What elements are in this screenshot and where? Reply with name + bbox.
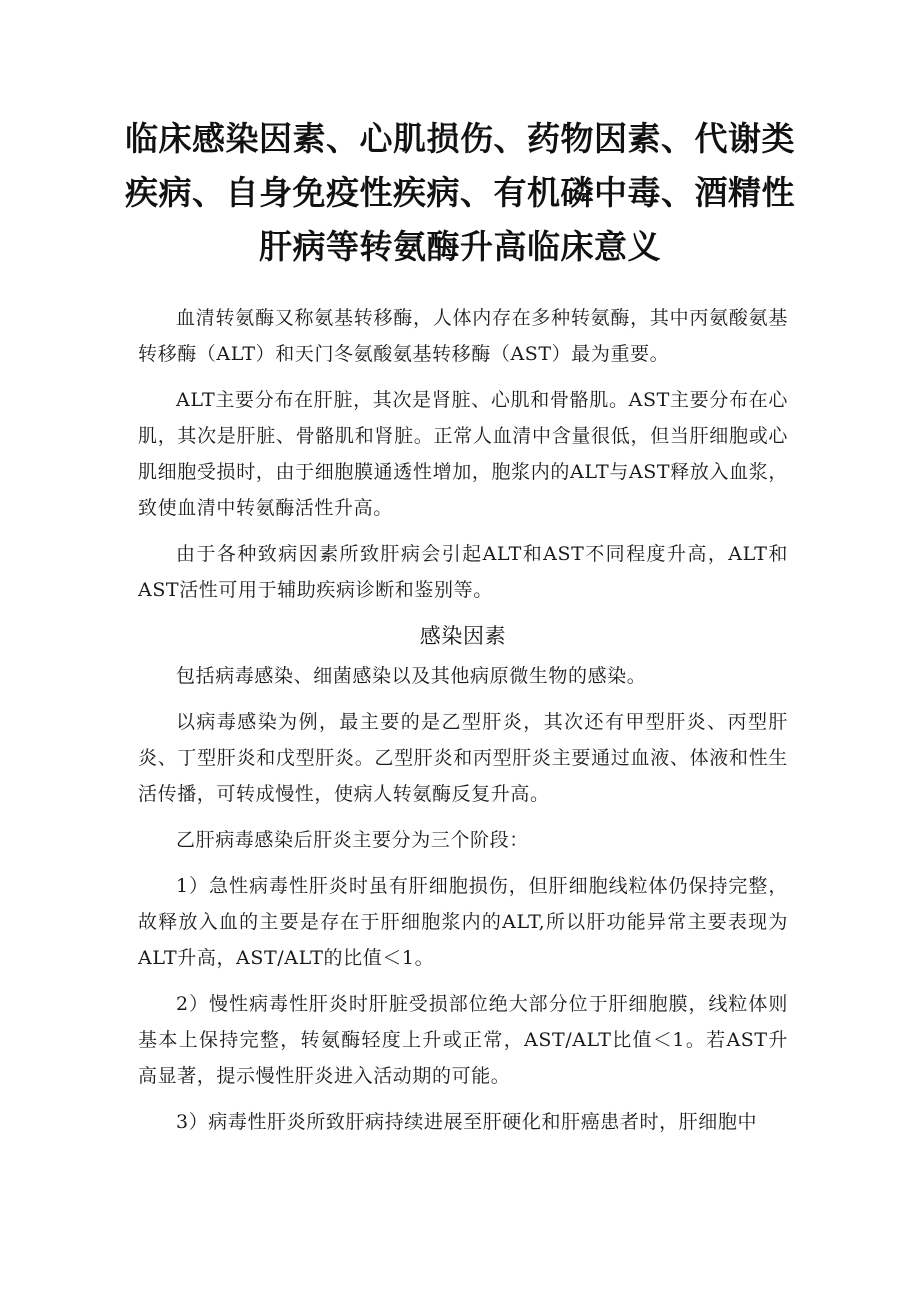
document-body [138,300,788,1150]
infection-stage-2: 2）慢性病毒性肝炎时肝脏受损部位绝大部分位于肝细胞膜，线粒体则基本上保持完整，转氨酶轻度上升或正常，AST/ALT比值＜1。若AST升高显著，提示慢性肝炎进入活动期的可能。 [138,993,788,1087]
document-title: 临床感染因素、心肌损伤、药物因素、代谢类疾病、自身免疫性疾病、有机磷中毒、酒精性肝病等转氨酶升高临床意义 [125,119,795,266]
infection-stage-1: 1）急性病毒性肝炎时虽有肝细胞损伤，但肝细胞线粒体仍保持完整，故释放入血的主要是存在于肝细胞浆内的ALT,所以肝功能异常主要表现为ALT升高，AST/ALT的比值＜1。 [138,875,788,969]
section-heading-infection: 感染因素 [419,624,507,648]
infection-paragraph-3: 乙肝病毒感染后肝炎主要分为三个阶段： [176,829,529,851]
intro-paragraph-2: ALT主要分布在肝脏，其次是肾脏、心肌和骨骼肌。AST主要分布在心肌，其次是肝脏、骨骼肌和肾脏。正常人血清中含量很低，但当肝细胞或心肌细胞受损时，由于细胞膜通透性增加，胞浆内的ALT与AST释放入血浆，致使血清中转氨酶活性升高。 [138,389,788,519]
infection-stage-3: 3）病毒性肝炎所致肝病持续进展至肝硬化和肝癌患者时，肝细胞中 [176,1111,758,1133]
intro-paragraph-1: 血清转氨酶又称氨基转移酶，人体内存在多种转氨酶，其中丙氨酸氨基转移酶（ALT）和天门冬氨酸氨基转移酶（AST）最为重要。 [138,307,788,365]
infection-paragraph-1: 包括病毒感染、细菌感染以及其他病原微生物的感染。 [176,665,647,687]
infection-paragraph-2: 以病毒感染为例，最主要的是乙型肝炎，其次还有甲型肝炎、丙型肝炎、丁型肝炎和戊型肝炎。乙型肝炎和丙型肝炎主要通过血液、体液和性生活传播，可转成慢性，使病人转氨酶反复升高。 [138,711,788,805]
intro-paragraph-3: 由于各种致病因素所致肝病会引起ALT和AST不同程度升高，ALT和AST活性可用于辅助疾病诊断和鉴别等。 [138,543,788,601]
